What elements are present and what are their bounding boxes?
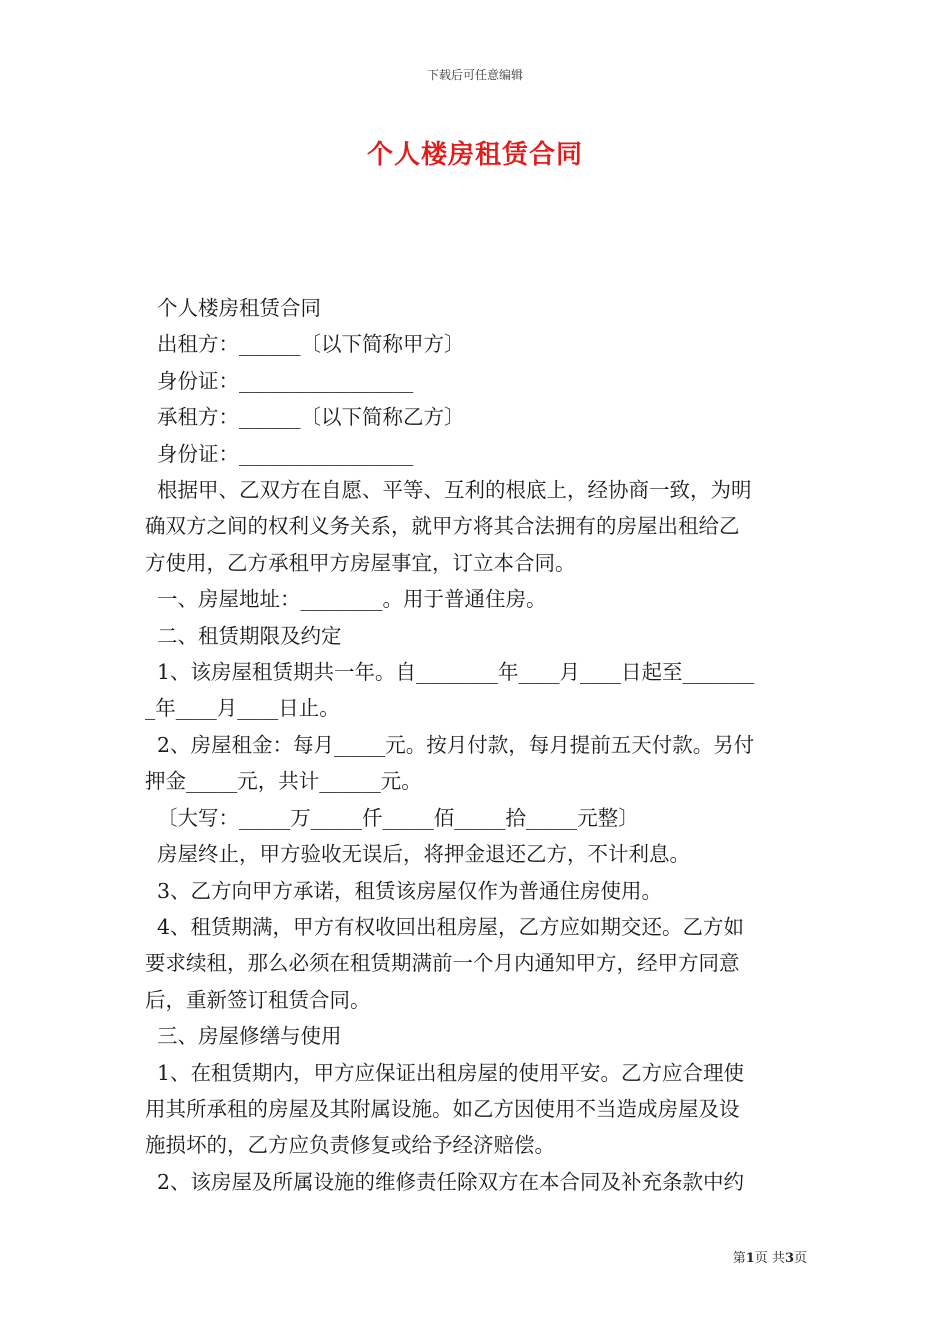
body-line: 2、该房屋及所属设施的维修责任除双方在本合同及补充条款中约 — [157, 1169, 745, 1194]
body-line: 1、在租赁期内，甲方应保证出租房屋的使用平安。乙方应合理使 — [157, 1060, 745, 1085]
body-line: 4、租赁期满，甲方有权收回出租房屋，乙方应如期交还。乙方如 — [157, 914, 745, 939]
body-line: 施损坏的，乙方应负责修复或给予经济赔偿。 — [145, 1133, 555, 1158]
footer-suffix: 页 — [793, 1251, 807, 1266]
body-line: _年____月____日止。 — [145, 696, 340, 721]
footer-middle: 页 共 — [754, 1251, 785, 1266]
body-line: 身份证：_________________ — [157, 368, 414, 393]
body-line: 三、房屋修缮与使用 — [157, 1024, 342, 1049]
body-line: 后，重新签订租赁合同。 — [145, 987, 371, 1012]
total-pages-number: 3 — [784, 1251, 794, 1266]
body-line: 要求续租，那么必须在租赁期满前一个月内通知甲方，经甲方同意 — [145, 951, 740, 976]
body-line: 用其所承租的房屋及其附属设施。如乙方因使用不当造成房屋及设 — [145, 1096, 740, 1121]
body-line: 根据甲、乙双方在自愿、平等、互利的根底上，经协商一致，为明 — [157, 478, 752, 503]
body-line: 个人楼房租赁合同 — [157, 296, 321, 320]
footer-prefix: 第 — [732, 1251, 746, 1266]
body-line: 出租方：______〔以下简称甲方〕 — [157, 332, 465, 357]
body-line: 一、房屋地址：________。用于普通住房。 — [157, 587, 547, 612]
body-line: 二、租赁期限及约定 — [157, 623, 342, 648]
body-line: 2、房屋租金：每月_____元。按月付款，每月提前五天付款。另付 — [157, 732, 755, 757]
document-title: 个人楼房租赁合同 — [366, 140, 583, 170]
body-line: 承租方：______〔以下简称乙方〕 — [157, 405, 465, 430]
body-line: 3、乙方向甲方承诺，租赁该房屋仅作为普通住房使用。 — [157, 878, 663, 903]
body-line: 身份证：_________________ — [157, 441, 414, 466]
body-line: 1、该房屋租赁期共一年。自________年____月____日起至_______ — [157, 660, 755, 685]
body-line: 确双方之间的权利义务关系，就甲方将其合法拥有的房屋出租给乙 — [145, 514, 740, 539]
body-line: 方使用，乙方承租甲方房屋事宜，订立本合同。 — [145, 550, 576, 575]
page-footer — [733, 1247, 807, 1266]
body-line: 押金_____元，共计______元。 — [145, 769, 422, 794]
current-page-number: 1 — [745, 1251, 755, 1266]
document-body — [145, 290, 810, 1200]
body-line: 房屋终止，甲方验收无误后，将押金退还乙方，不计利息。 — [157, 842, 690, 867]
header-note: 下载后可任意编辑 — [426, 68, 523, 82]
body-line: 〔大写：_____万_____仟_____佰_____拾_____元整〕 — [157, 805, 639, 830]
